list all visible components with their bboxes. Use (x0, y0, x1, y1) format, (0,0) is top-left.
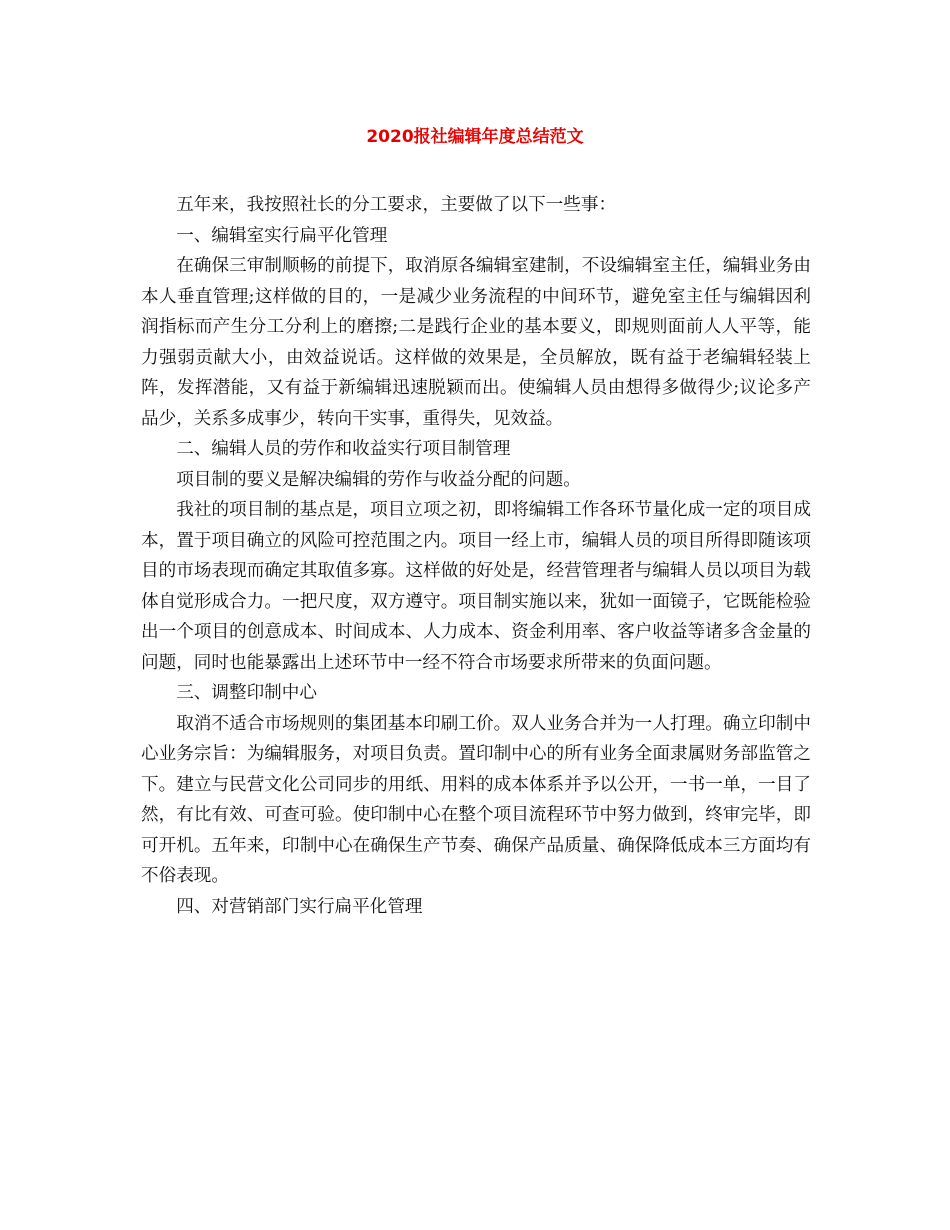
section-heading-3: 三、调整印制中心 (176, 683, 317, 703)
section-heading-1: 一、编辑室实行扁平化管理 (176, 225, 388, 246)
paragraph-section-2b: 我社的项目制的基点是，项目立项之初，即将编辑工作各环节量化成一定的项目成本，置于项目确立的风险可控范围之内。项目一经上市，编辑人员的项目所得即随该项目的市场表现而确定其取值多寡。这样做的好处是，经营管理者与编辑人员以项目为载体自觉形成合力。一把尺度，双方遵守。项目制实施以来，犹如一面镜子，它既能检验出一个项目的创意成本、时间成本、人力成本、资金利用率、客户收益等诸多含金量的问题，同时也能暴露出上述环节中一经不符合市场要求所带来的负面问题。 (141, 500, 811, 673)
section-heading-2: 二、编辑人员的劳作和收益实行项目制管理 (176, 439, 511, 459)
paragraph-intro: 五年来，我按照社长的分工要求，主要做了以下一些事： (176, 195, 617, 215)
document-body (141, 190, 811, 922)
document-title: 2020报社编辑年度总结范文 (366, 127, 584, 147)
paragraph-section-1: 在确保三审制顺畅的前提下，取消原各编辑室建制，不设编辑室主任，编辑业务由本人垂直管理;这样做的目的，一是减少业务流程的中间环节，避免室主任与编辑因利润指标而产生分工分利上的磨擦;二是践行企业的基本要义，即规则面前人人平等，能力强弱贡献大小，由效益说话。这样做的效果是，全员解放，既有益于老编辑轻装上阵，发挥潜能，又有益于新编辑迅速脱颖而出。使编辑人员由想得多做得少;议论多产品少，关系多成事少，转向干实事，重得失，见效益。 (141, 256, 811, 429)
section-heading-4: 四、对营销部门实行扁平化管理 (176, 896, 423, 917)
paragraph-section-3: 取消不适合市场规则的集团基本印刷工价。双人业务合并为一人打理。确立印制中心业务宗旨：为编辑服务，对项目负责。置印制中心的所有业务全面隶属财务部监管之下。建立与民营文化公司同步的用纸、用料的成本体系并予以公开，一书一单，一目了然，有比有效、可查可验。使印制中心在整个项目流程环节中努力做到，终审完毕，即可开机。五年来，印制中心在确保生产节奏、确保产品质量、确保降低成本三方面均有不俗表现。 (141, 713, 811, 886)
paragraph-section-2a: 项目制的要义是解决编辑的劳作与收益分配的问题。 (176, 469, 581, 490)
